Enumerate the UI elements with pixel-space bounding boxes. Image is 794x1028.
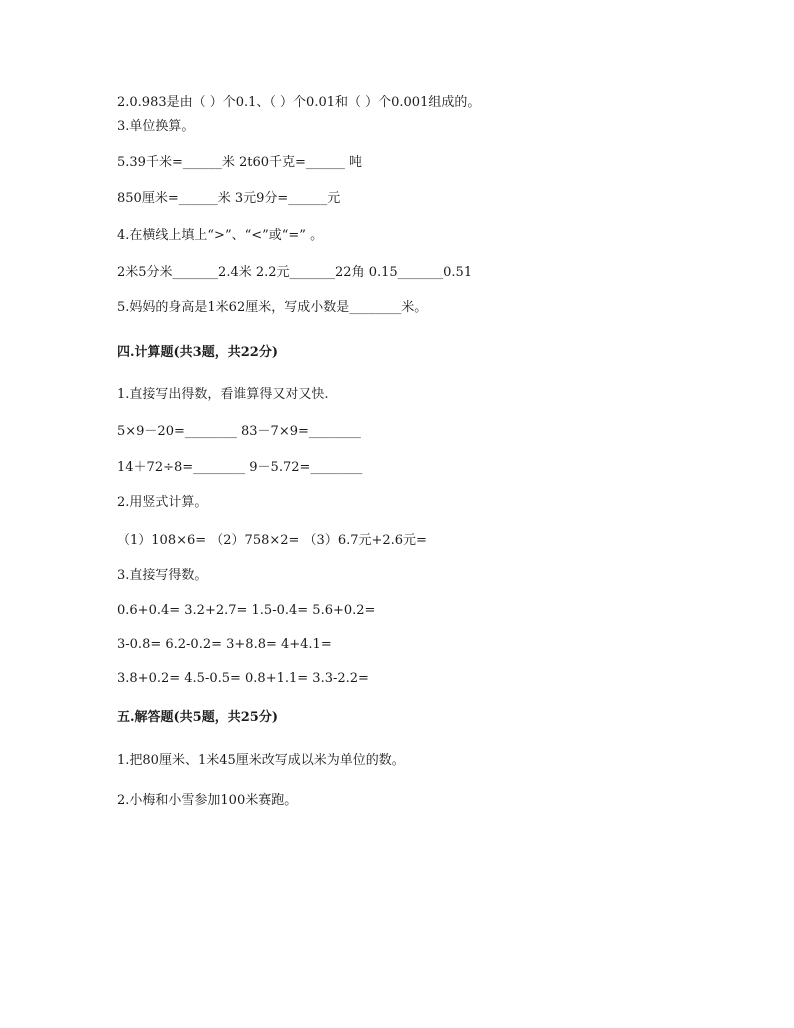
- problem-2: 2.小梅和小雪参加100米赛跑。: [117, 793, 298, 808]
- conversion-row-2: 850厘米=______米 3元9分=______元: [117, 191, 341, 206]
- calc-question-1: 1.直接写出得数，看谁算得又对又快.: [117, 387, 329, 402]
- calc-question-2: 2.用竖式计算。: [117, 495, 208, 510]
- question-2-decomposition: 2.0.983是由（ ）个0.1、（ ）个0.01和（ ）个0.001组成的。: [117, 95, 481, 110]
- mental-math-row-2: 3-0.8= 6.2-0.2= 3+8.8= 4+4.1=: [117, 637, 332, 652]
- question-5-height: 5.妈妈的身高是1米62厘米，写成小数是________米。: [117, 300, 428, 315]
- mental-math-row-3: 3.8+0.2= 4.5-0.5= 0.8+1.1= 3.3-2.2=: [117, 671, 369, 686]
- section-heading-calculation: 四.计算题(共3题，共22分): [117, 345, 278, 360]
- vertical-calc-row: （1）108×6= （2）758×2= （3）6.7元+2.6元=: [117, 533, 427, 548]
- mental-math-row-1: 0.6+0.4= 3.2+2.7= 1.5-0.4= 5.6+0.2=: [117, 603, 376, 618]
- problem-1: 1.把80厘米、1米45厘米改写成以米为单位的数。: [117, 753, 405, 768]
- calc-row-2: 14＋72÷8=________ 9－5.72=________: [117, 460, 363, 475]
- section-heading-problems: 五.解答题(共5题，共25分): [117, 710, 278, 725]
- calc-question-3: 3.直接写得数。: [117, 568, 208, 583]
- question-3-unit-conversion: 3.单位换算。: [117, 119, 195, 134]
- conversion-row-1: 5.39千米=______米 2t60千克=______ 吨: [117, 155, 363, 170]
- calc-row-1: 5×9－20=________ 83－7×9=________: [117, 424, 361, 439]
- compare-row: 2米5分米_______2.4米 2.2元_______22角 0.15_______0.51: [117, 265, 473, 280]
- question-4-compare: 4.在横线上填上“>”、“<”或“=” 。: [117, 228, 324, 243]
